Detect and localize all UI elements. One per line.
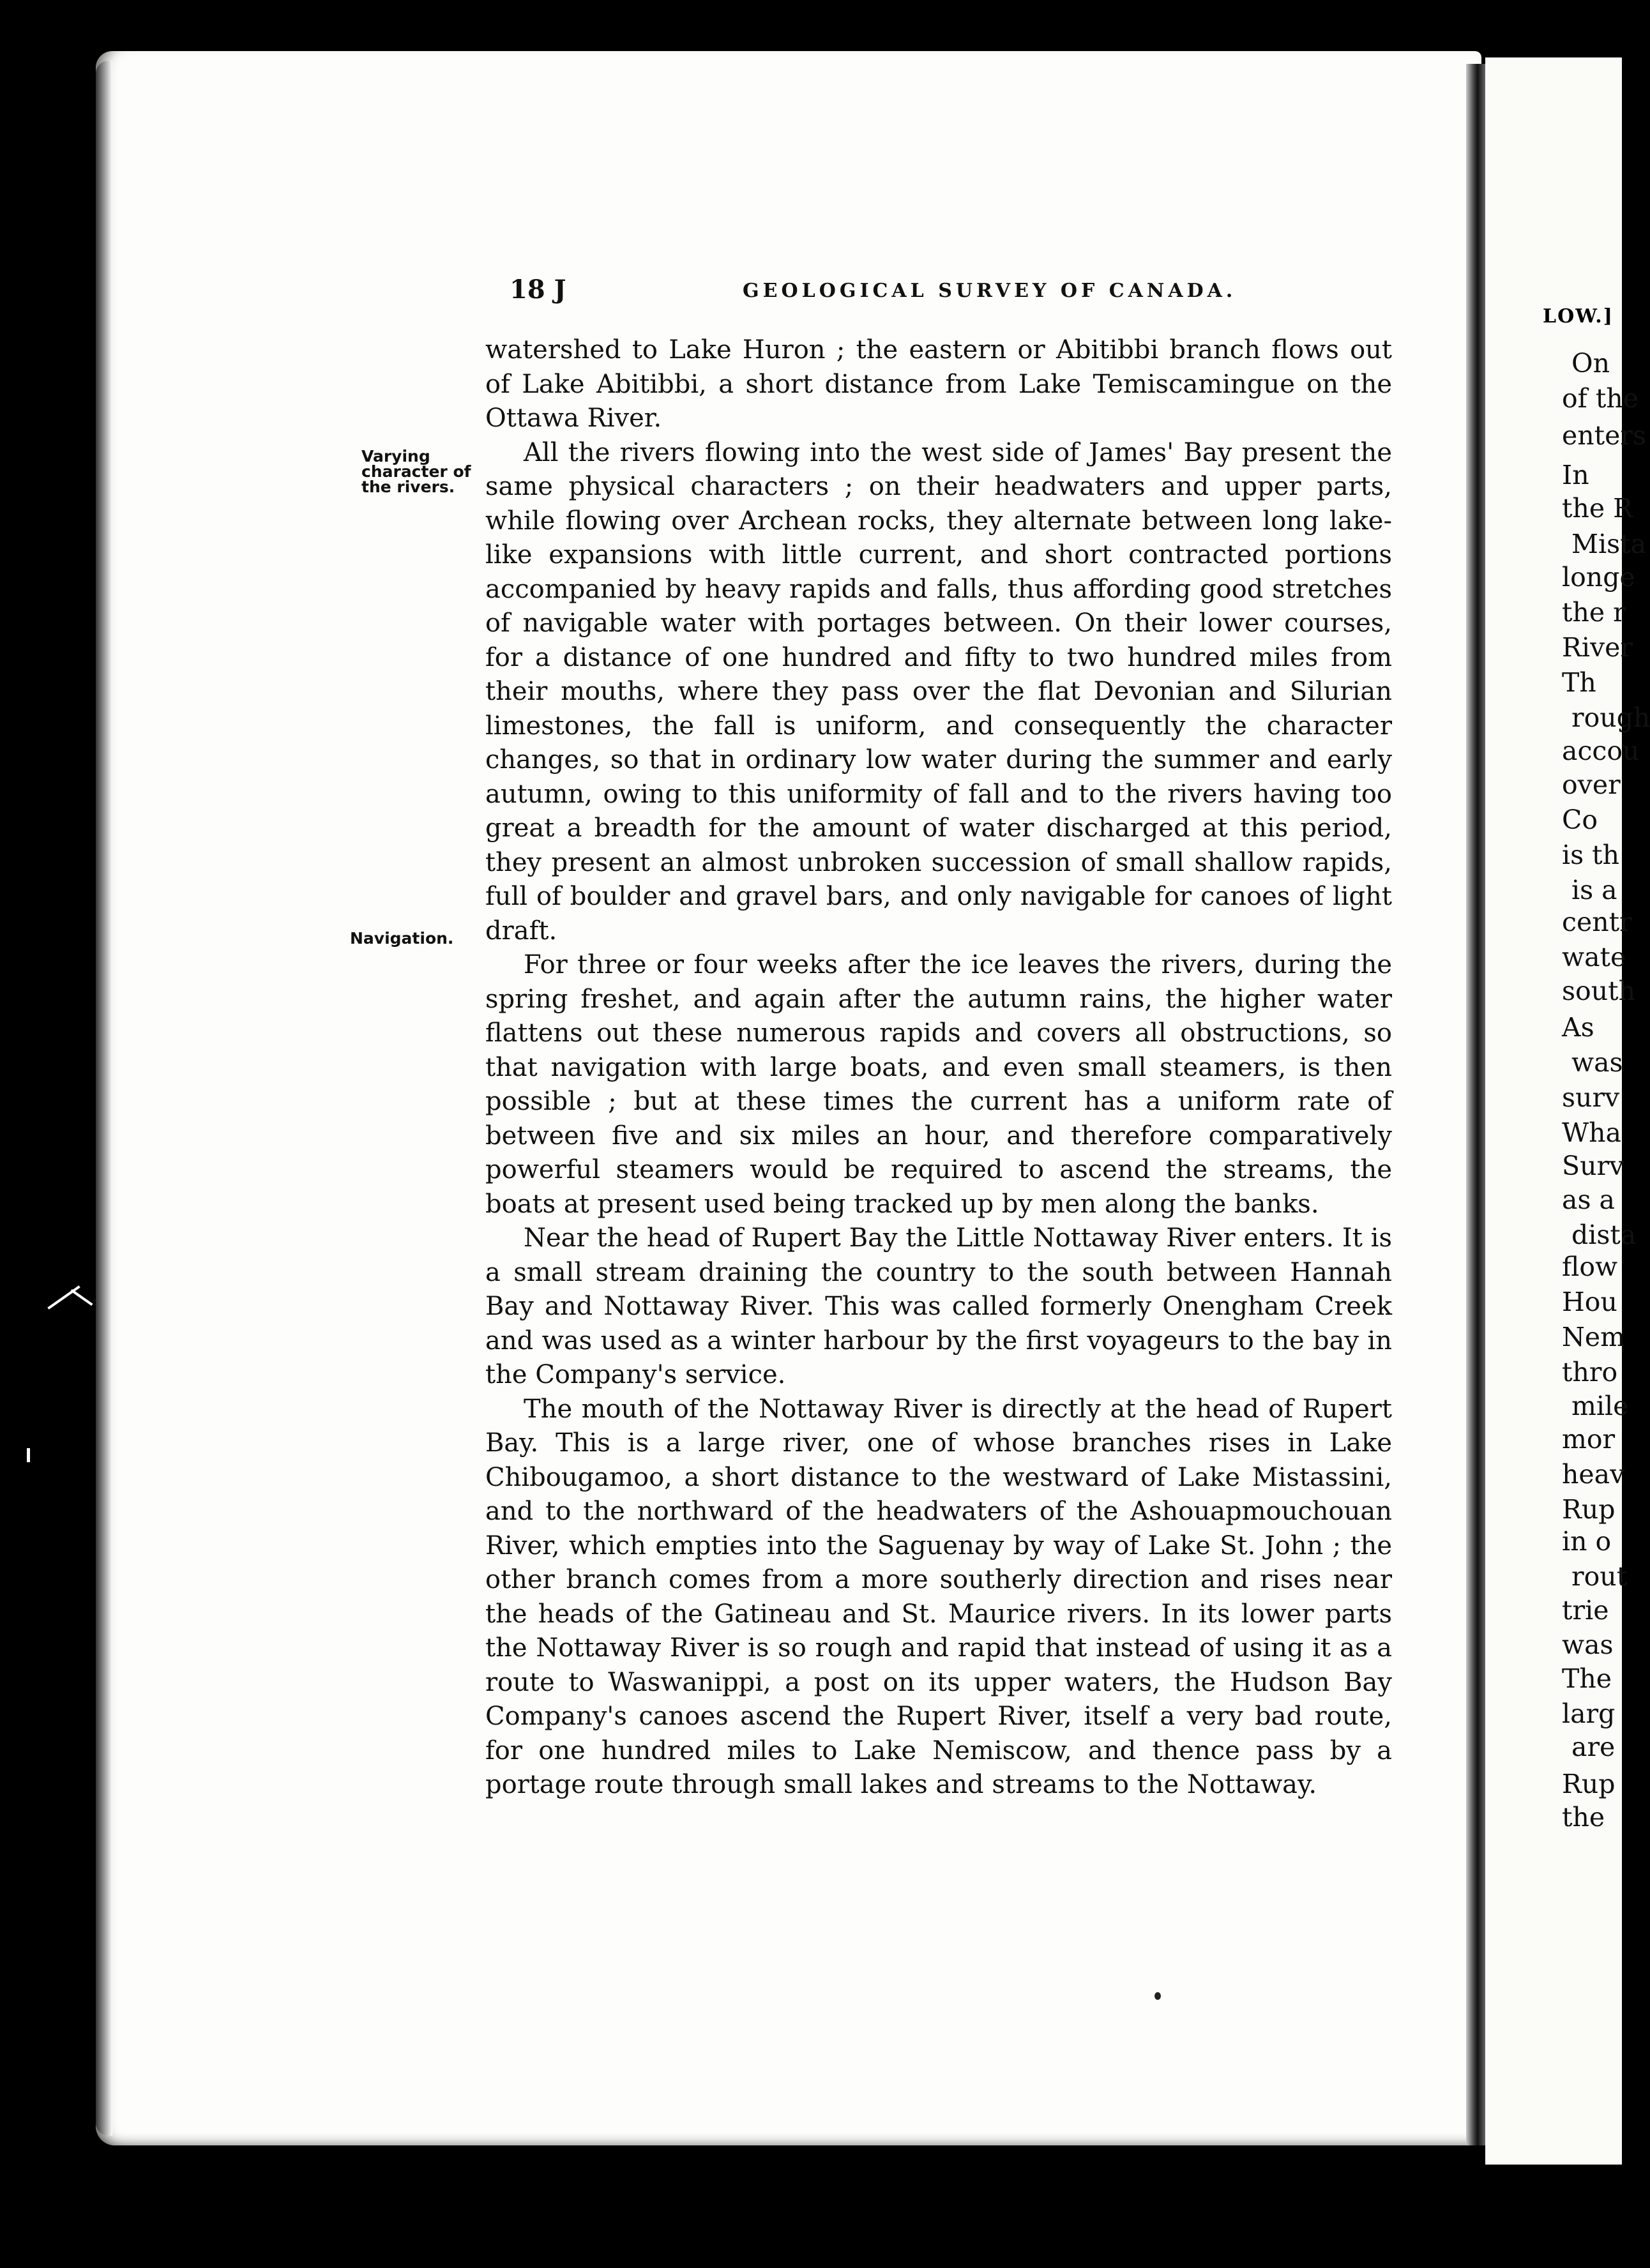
- facing-page-fragment: As: [1562, 1012, 1594, 1043]
- facing-page-fragment: Th: [1562, 667, 1596, 698]
- body-text: [485, 333, 1392, 1803]
- facing-page-fragment: was: [1562, 1629, 1614, 1660]
- facing-page-fragment: The: [1562, 1663, 1612, 1694]
- facing-page-fragment: is a: [1571, 875, 1617, 905]
- facing-page-fragment: longe: [1562, 562, 1635, 593]
- facing-page-fragment: Surv: [1562, 1151, 1624, 1181]
- facing-page-fragment: accou: [1562, 736, 1640, 766]
- side-note-navigation: Navigation.: [350, 929, 454, 948]
- paragraph-4: Near the head of Rupert Bay the Little Nottaway River enters. It is a small stream draining the country to the south between Hannah Bay and Nottaway River. This was called formerly Onengham Creek and was used as a winter harbour by the first voyageurs to the bay in the Company's service.: [485, 1223, 1392, 1389]
- side-note-varying: Varying character of the rivers.: [361, 447, 471, 496]
- paragraph-2: All the rivers flowing into the west side of James' Bay present the same physical characters ; on their headwaters and upper parts, while flowing over Archean rocks, they alternate between long lake-like expansions with little current, and short contracted portions accompanied by heavy rapids and falls, thus affording good stretches of navigable water with portages between. On their lower courses, for a distance of one hundred and fifty to two hundred miles from their mouths, where they pass over the flat Devonian and Silurian limestones, the fall is uniform, and consequently the character changes, so that in ordinary low water during the summer and early autumn, owing to this uniformity of fall and to the rivers having too great a breadth for the amount of water discharged at this period, they present an almost unbroken succession of small shallow rapids, full of boulder and gravel bars, and only navigable for canoes of light draft.: [485, 437, 1392, 946]
- facing-page-fragment: Wha: [1562, 1117, 1621, 1148]
- facing-page-fragment: In: [1562, 460, 1589, 490]
- facing-page-fragment: thro: [1562, 1357, 1618, 1387]
- facing-page-fragment: wate: [1562, 942, 1626, 972]
- facing-page-fragment: was: [1571, 1047, 1623, 1078]
- facing-page-running-head: LOW.]: [1543, 305, 1614, 328]
- facing-page-fragment: in o: [1562, 1526, 1612, 1557]
- facing-page-fragment: surv: [1562, 1082, 1620, 1113]
- facing-page-fragment: Hou: [1562, 1287, 1617, 1317]
- facing-page-fragment: Co: [1562, 805, 1598, 835]
- facing-page-fragment: the R: [1562, 493, 1633, 524]
- ink-speck: [1154, 1992, 1161, 2000]
- page-header: [510, 275, 1384, 313]
- scan-artifact: [47, 1285, 80, 1310]
- facing-page-fragment: enters: [1562, 420, 1647, 451]
- facing-page-fragment: larg: [1562, 1698, 1616, 1729]
- facing-page-fragment: River: [1562, 632, 1633, 663]
- facing-page-fragment: Rup: [1562, 1769, 1616, 1799]
- running-head: GEOLOGICAL SURVEY OF CANADA.: [743, 280, 1237, 302]
- scan-artifact: [27, 1448, 30, 1462]
- facing-page-fragment: Mista: [1571, 529, 1647, 559]
- facing-page-fragment: Nem: [1562, 1322, 1626, 1352]
- paragraph-3: For three or four weeks after the ice leaves the rivers, during the spring freshet, and again after the autumn rains, the higher water flattens out these numerous rapids and covers all obstructions, so that navigation with large boats, and even small steamers, is then possible ; but at these times the current has a uniform rate of between five and six miles an hour, and therefore comparatively powerful steamers would be required to ascend the streams, the boats at present used being tracked up by men along the banks.: [485, 950, 1392, 1219]
- paragraph-1: watershed to Lake Huron ; the eastern or Abitibbi branch flows out of Lake Abitibbi, a short distance from Lake Temiscamingue on the Ottawa River.: [485, 335, 1392, 433]
- page-number: 18 J: [510, 275, 566, 305]
- facing-page-fragment: south: [1562, 976, 1636, 1006]
- facing-page-fragment: are: [1571, 1732, 1616, 1762]
- facing-page-fragment: of the: [1562, 383, 1639, 414]
- facing-page-fragment: the: [1562, 1802, 1605, 1833]
- facing-page-fragment: trie: [1562, 1595, 1609, 1626]
- facing-page-fragment: Rup: [1562, 1494, 1616, 1525]
- book-gutter: [1466, 64, 1485, 2145]
- facing-page: [1485, 57, 1650, 2165]
- facing-page-fragment: the r: [1562, 597, 1626, 628]
- facing-page-fragment: over: [1562, 769, 1621, 800]
- scan-artifact: [70, 1289, 93, 1306]
- facing-page-fragment: mor: [1562, 1424, 1616, 1455]
- facing-page-fragment: rough: [1571, 702, 1650, 733]
- facing-page-fragment: heav: [1562, 1459, 1625, 1490]
- facing-page-fragment: centr: [1562, 907, 1632, 937]
- page-edge-shadow: [96, 61, 112, 2136]
- facing-page-fragment: On: [1571, 348, 1610, 379]
- facing-page-fragment: is th: [1562, 840, 1620, 870]
- facing-page-fragment: mile: [1571, 1391, 1629, 1421]
- facing-page-fragment: as a: [1562, 1184, 1615, 1215]
- facing-page-fragment: rout: [1571, 1561, 1628, 1592]
- facing-page-fragment: flow: [1562, 1251, 1618, 1282]
- paragraph-5: The mouth of the Nottaway River is directly at the head of Rupert Bay. This is a large river, one of whose branches rises in Lake Chibougamoo, a short distance to the westward of Lake Mistassini, and to the northward of the headwaters of the Ashouapmouchouan River, which empties into the Saguenay by way of Lake St. John ; the other branch comes from a more southerly direction and rises near the heads of the Gatineau and St. Maurice rivers. In its lower parts the Nottaway River is so rough and rapid that instead of using it as a route to Waswanippi, a post on its upper waters, the Hudson Bay Company's canoes ascend the Rupert River, itself a very bad route, for one hundred miles to Lake Nemiscow, and thence pass by a portage route through small lakes and streams to the Nottaway.: [485, 1394, 1392, 1799]
- facing-page-fragment: dista: [1571, 1220, 1637, 1250]
